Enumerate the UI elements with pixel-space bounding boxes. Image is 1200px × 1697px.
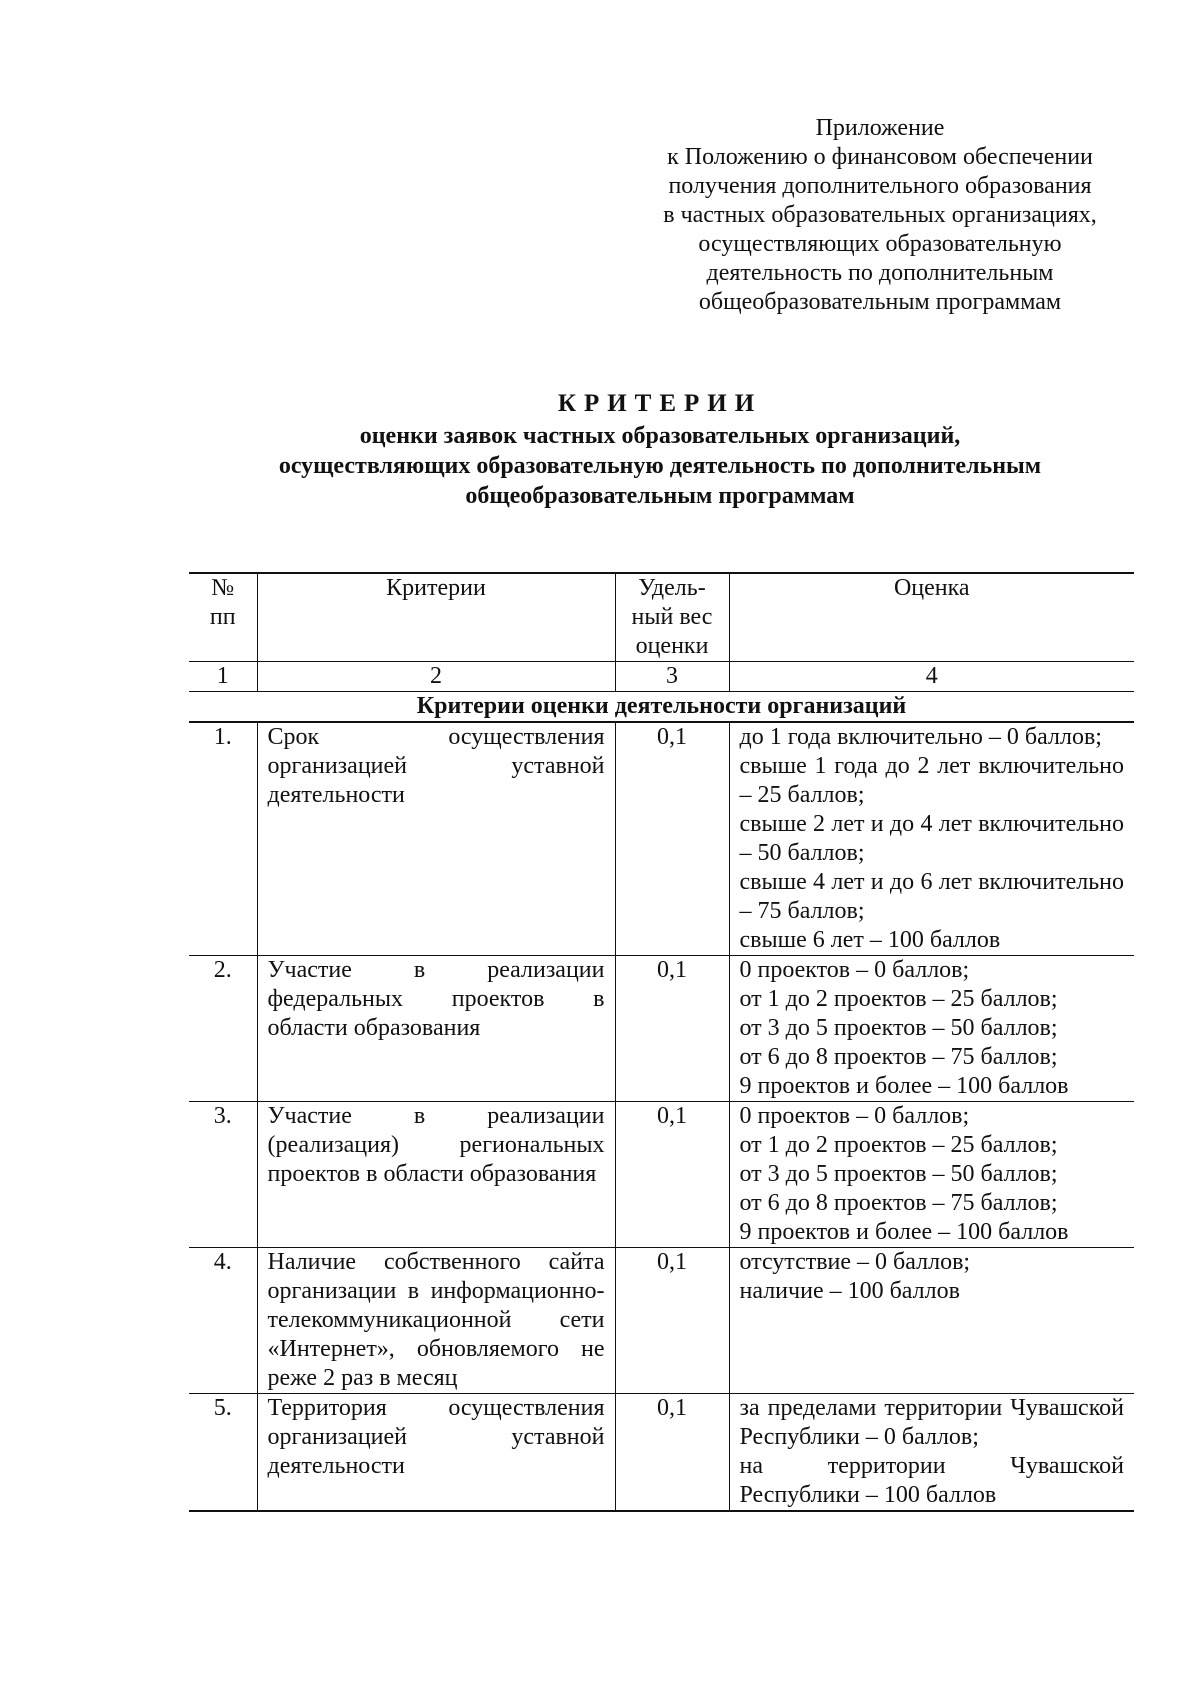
appendix-block bbox=[620, 114, 1140, 317]
header-weight: Удель- ный вес оценки bbox=[615, 573, 729, 662]
title-subtitle-line: общеобразовательным программам bbox=[465, 483, 855, 509]
row-criteria: Территория осуществления организацией уставной деятельности bbox=[257, 1394, 615, 1512]
row-evaluation: 0 проектов – 0 баллов; от 1 до 2 проектов – 25 баллов; от 3 до 5 проектов – 50 баллов; от 6 до 8 проектов – 75 баллов; 9 проектов и более – 100 баллов bbox=[729, 1102, 1134, 1248]
appendix-line: получения дополнительного образования bbox=[668, 173, 1092, 199]
header-criteria: Критерии bbox=[257, 573, 615, 662]
row-weight: 0,1 bbox=[615, 1102, 729, 1248]
section-row bbox=[189, 692, 1134, 723]
column-number: 2 bbox=[257, 662, 615, 692]
table-row bbox=[189, 1394, 1134, 1512]
criteria-table bbox=[189, 572, 1134, 1512]
column-number: 4 bbox=[729, 662, 1134, 692]
table-row bbox=[189, 1248, 1134, 1394]
row-criteria: Участие в реализации (реализация) региональных проектов в области образования bbox=[257, 1102, 615, 1248]
table-row bbox=[189, 956, 1134, 1102]
column-number-row bbox=[189, 662, 1134, 692]
appendix-line: к Положению о финансовом обеспечении bbox=[667, 144, 1093, 170]
row-evaluation: 0 проектов – 0 баллов; от 1 до 2 проектов – 25 баллов; от 3 до 5 проектов – 50 баллов; от 6 до 8 проектов – 75 баллов; 9 проектов и более – 100 баллов bbox=[729, 956, 1134, 1102]
row-weight: 0,1 bbox=[615, 722, 729, 956]
row-weight: 0,1 bbox=[615, 956, 729, 1102]
column-number: 1 bbox=[189, 662, 257, 692]
appendix-line: общеобразовательным программам bbox=[698, 289, 1062, 315]
table-row bbox=[189, 722, 1134, 956]
title-heading: КРИТЕРИИ bbox=[557, 390, 763, 417]
row-num: 3. bbox=[189, 1102, 257, 1248]
title-subtitle-line: осуществляющих образовательную деятельность по дополнительным bbox=[278, 453, 1042, 479]
row-evaluation: до 1 года включительно – 0 баллов; свыше 1 года до 2 лет включительно – 25 баллов; свыше 2 лет и до 4 лет включительно – 50 баллов; свыше 4 лет и до 6 лет включительно – 75 баллов; свыше 6 лет – 100 баллов bbox=[729, 722, 1134, 956]
header-num: № пп bbox=[189, 573, 257, 662]
header-evaluation: Оценка bbox=[729, 573, 1134, 662]
row-num: 5. bbox=[189, 1394, 257, 1512]
row-num: 1. bbox=[189, 722, 257, 956]
row-weight: 0,1 bbox=[615, 1394, 729, 1512]
appendix-line: осуществляющих образовательную bbox=[698, 231, 1062, 257]
title-subtitle-line: оценки заявок частных образовательных организаций, bbox=[359, 423, 961, 449]
section-title: Критерии оценки деятельности организаций bbox=[416, 693, 907, 719]
appendix-line: Приложение bbox=[815, 115, 945, 141]
row-num: 4. bbox=[189, 1248, 257, 1394]
document-title bbox=[190, 387, 1130, 511]
row-criteria: Срок осуществления организацией уставной деятельности bbox=[257, 722, 615, 956]
row-criteria: Наличие собственного сайта организации в информационно-телекоммуникационной сети «Интернет», обновляемого не реже 2 раз в месяц bbox=[257, 1248, 615, 1394]
row-evaluation: за пределами территории Чувашской Республики – 0 баллов; на территории Чувашской Республики – 100 баллов bbox=[729, 1394, 1134, 1512]
row-evaluation: отсутствие – 0 баллов; наличие – 100 баллов bbox=[729, 1248, 1134, 1394]
row-weight: 0,1 bbox=[615, 1248, 729, 1394]
row-criteria: Участие в реализации федеральных проектов в области образования bbox=[257, 956, 615, 1102]
column-number: 3 bbox=[615, 662, 729, 692]
table-header-row bbox=[189, 573, 1134, 662]
appendix-line: в частных образовательных организациях, bbox=[663, 202, 1097, 228]
appendix-line: деятельность по дополнительным bbox=[706, 260, 1054, 286]
table-row bbox=[189, 1102, 1134, 1248]
row-num: 2. bbox=[189, 956, 257, 1102]
